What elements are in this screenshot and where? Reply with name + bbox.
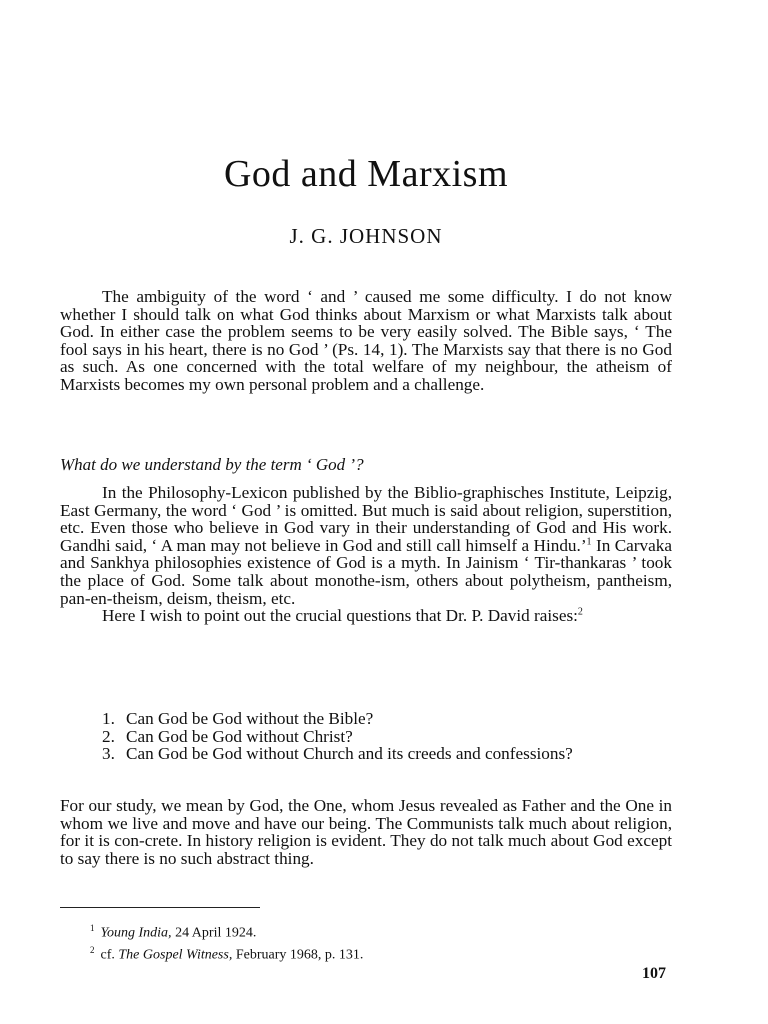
study-paragraph: For our study, we mean by God, the One, whom Jesus revealed as Father and the One in whom we live and move and have our being. The Communists talk much about religion, for it is con-crete. In history religion is evident. They do not talk much about God except to say there is no such abstract thing. bbox=[60, 796, 672, 868]
list-item bbox=[102, 745, 672, 763]
philosophy-text-a: In the Philosophy-Lexicon published by the Biblio-graphisches Institute, Leipzig, East Germany, the word ‘ God ’ is omitted. But much is said about religion, superstition, etc. Even those who believe in God vary in their understanding of God and His work. Gandhi said, ‘ A man may not believe in God and still call himself a Hindu.’ bbox=[60, 483, 672, 555]
footnote-prefix: cf. bbox=[100, 947, 119, 963]
section-heading: What do we understand by the term ‘ God ’? bbox=[60, 455, 364, 474]
footnote-divider bbox=[60, 907, 260, 908]
philosophy-paragraph bbox=[60, 484, 672, 607]
list-item bbox=[102, 728, 672, 746]
list-item-text: Can God be God without Church and its creeds and confessions? bbox=[126, 744, 573, 764]
article-author: J. G. JOHNSON bbox=[289, 224, 443, 248]
list-item-number: 2. bbox=[102, 726, 115, 746]
questions-intro-text: Here I wish to point out the crucial questions that Dr. P. David raises: bbox=[102, 606, 578, 626]
footnote-rest: 24 April 1924. bbox=[171, 925, 257, 941]
footnote-mark: 2 bbox=[90, 944, 95, 955]
body-section bbox=[60, 484, 672, 625]
footnote-1 bbox=[90, 920, 363, 942]
document-page bbox=[60, 0, 672, 1024]
list-item-text: Can God be God without the Bible? bbox=[126, 709, 374, 728]
footnote-mark: 1 bbox=[90, 923, 95, 933]
footnote-2 bbox=[90, 942, 363, 964]
list-item-number: 1. bbox=[102, 709, 115, 728]
list-item-text: Can God be God without Christ? bbox=[126, 726, 353, 746]
footnote-ref-2: 2 bbox=[577, 606, 583, 618]
intro-paragraph: The ambiguity of the word ‘ and ’ caused me some difficulty. I do not know whether I should talk on what God thinks about Marxism or what Marxists talk about God. In either case the problem seems to be very easily solved. The Bible says, ‘ The fool says in his heart, there is no God ’ (Ps. 14, 1). The Marxists say that there is no God as such. As one concerned with the total welfare of my neighbour, the atheism of Marxists becomes my own personal problem and a challenge. bbox=[60, 287, 672, 394]
footnote-rest: February 1968, p. 131. bbox=[232, 947, 364, 963]
philosophy-text-b: In Carvaka and Sankhya philosophies existence of God is a myth. In Jainism ‘ Tir-thankaras ’ took the place of God. Some talk about monothe-ism, others about polytheism, pantheism, pan-en-theism, deism, theism, etc. bbox=[60, 535, 672, 608]
page-number: 107 bbox=[642, 965, 666, 982]
footnote-ref-1: 1 bbox=[586, 536, 592, 548]
list-item-number: 3. bbox=[102, 744, 115, 764]
footnote-source: Young India, bbox=[100, 925, 172, 941]
questions-list bbox=[102, 710, 672, 763]
footnotes bbox=[90, 920, 363, 963]
questions-intro-paragraph bbox=[60, 607, 672, 625]
footnote-source: The Gospel Witness, bbox=[118, 947, 233, 963]
list-item bbox=[102, 710, 672, 728]
article-title: God and Marxism bbox=[223, 153, 509, 195]
